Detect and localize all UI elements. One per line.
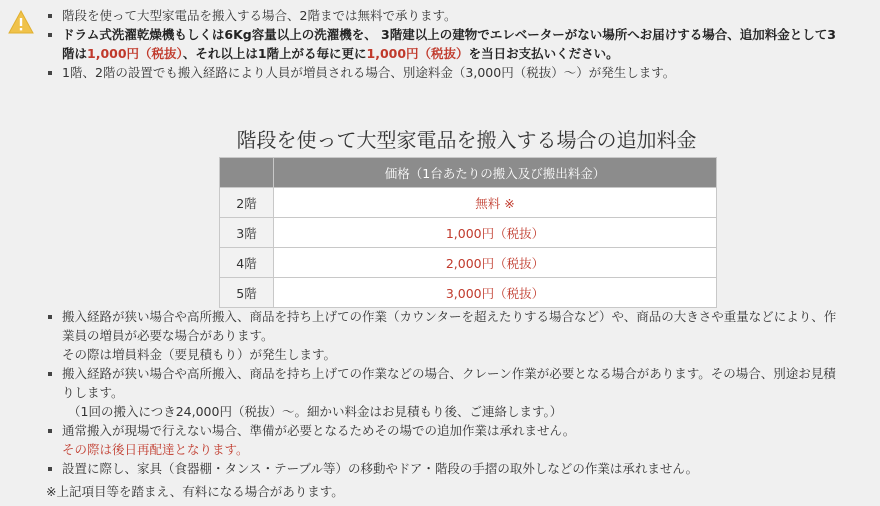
bullet-text: 搬入経路が狭い場合や高所搬入、商品を持ち上げての作業などの場合、クレーン作業が必要となる場合があります。その場合、別途お見積 [62,366,836,381]
bullet-icon [48,429,52,433]
list-item [46,459,868,478]
bullet-text-cont: 階は1,000円（税抜）、それ以上は1階上がる毎に更に1,000円（税抜）を当日お支払いください。 [62,46,619,61]
bullet-text-cont: りします。 [62,385,124,400]
bullet-icon [48,467,52,471]
list-item [46,25,868,63]
bullet-text-cont: その際は増員料金（要見積もり）が発生します。 [62,347,337,362]
fee-table [219,157,717,308]
bullet-text: 設置に際し、家具（食器棚・タンス・テーブル等）の移動やドア・階段の手摺の取外しなどの作業は承れません。 [62,461,699,476]
bullet-text: 1階、2階の設置でも搬入経路により人員が増員される場合、別途料金（3,000円（税抜）〜）が発生します。 [62,65,676,80]
price-per-floor: 1,000円（税抜） [366,46,469,61]
list-item [46,6,868,25]
floor-cell: 4階 [220,248,274,278]
bullet-text: 搬入経路が狭い場合や高所搬入、商品を持ち上げての作業（カウンターを超えたりする場合など）や、商品の大きさや重量などにより、作 [62,309,837,324]
price-cell: 1,000円（税抜） [274,218,717,248]
bullet-icon [48,372,52,376]
bullet-icon [48,14,52,18]
redelivery-note: その際は後日再配達となります。 [62,442,249,457]
top-bullet-list [46,6,868,82]
table-row [220,278,717,308]
bullet-text: 通常搬入が現場で行えない場合、準備が必要となるためその場での追加作業は承れません。 [62,423,576,438]
bullet-icon [48,71,52,75]
list-item [46,421,868,459]
bottom-bullet-list [46,307,868,478]
bullet-icon [48,315,52,319]
bullet-text: ドラム式洗濯乾燥機もしくは6Kg容量以上の洗濯機を、 3階建以上の建物でエレベーターがない場所へお届けする場合、追加料金として3 [62,27,836,42]
table-row [220,188,717,218]
warning-triangle-icon [8,10,34,34]
floor-cell: 2階 [220,188,274,218]
table-header-row [220,158,717,188]
bullet-text-cont: （1回の搬入につき24,000円（税抜）〜。細かい料金はお見積もり後、ご連絡します。） [68,404,563,419]
list-item [46,307,868,364]
floor-cell: 5階 [220,278,274,308]
price-cell: 3,000円（税抜） [274,278,717,308]
price-3f: 1,000円（税抜） [87,46,183,61]
price-cell: 2,000円（税抜） [274,248,717,278]
header-blank-cell [220,158,274,188]
bullet-text-cont: 業員の増員が必要な場合があります。 [62,328,274,343]
price-cell: 無料 ※ [274,188,717,218]
bullet-icon [48,33,52,37]
table-row [220,218,717,248]
bullet-text: 階段を使って大型家電品を搬入する場合、2階までは無料で承ります。 [62,8,457,23]
footnote: ※上記項目等を踏まえ、有料になる場合があります。 [46,484,344,499]
list-item [46,364,868,421]
list-item [46,63,868,82]
table-title: 階段を使って大型家電品を搬入する場合の追加料金 [236,128,697,152]
header-price: 価格（1台あたりの搬入及び搬出料金） [274,158,717,188]
table-row [220,248,717,278]
floor-cell: 3階 [220,218,274,248]
